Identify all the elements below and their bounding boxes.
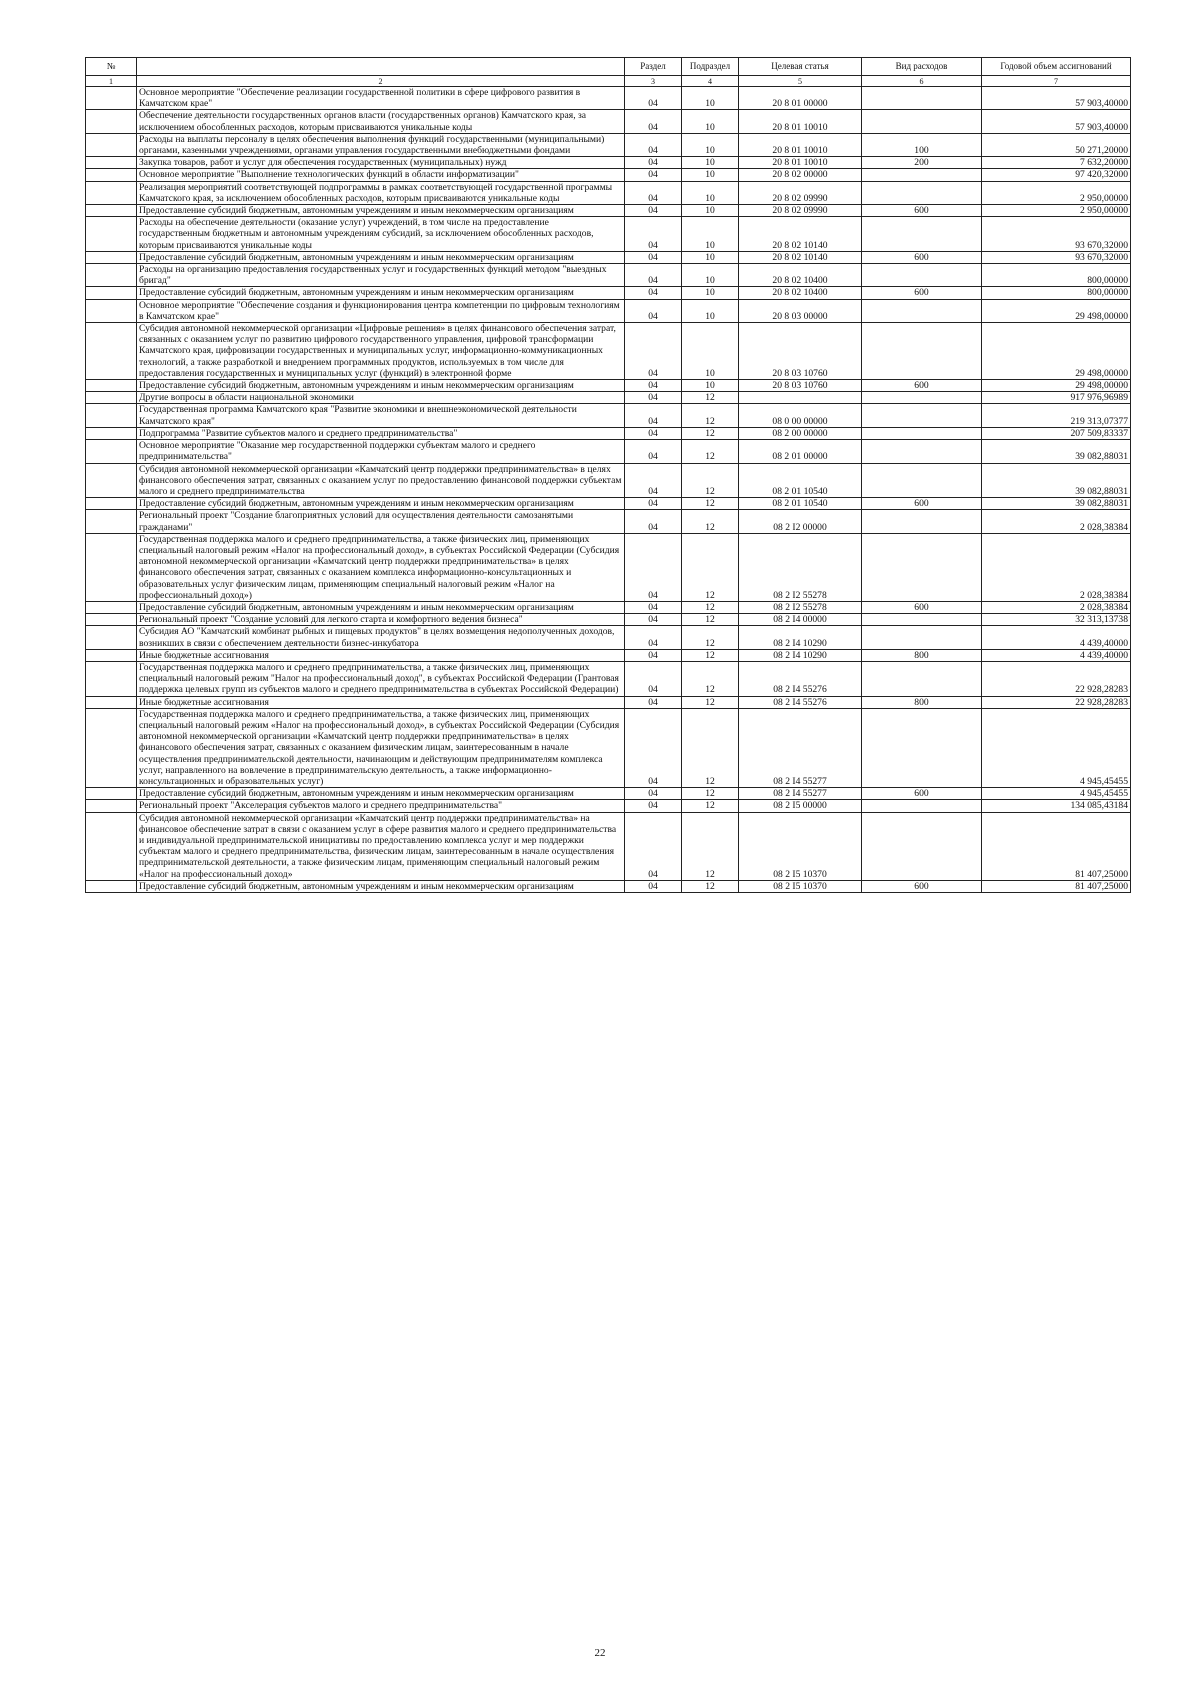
row-expense-type: 600 xyxy=(862,251,982,263)
row-amount: 93 670,32000 xyxy=(982,251,1131,263)
row-amount: 22 928,28283 xyxy=(982,696,1131,708)
row-subsection: 12 xyxy=(682,427,739,439)
row-number-cell xyxy=(86,287,137,299)
table-row xyxy=(86,87,1131,110)
table-row xyxy=(86,264,1131,287)
row-expense-type: 600 xyxy=(862,880,982,892)
row-section: 04 xyxy=(625,601,682,613)
column-number: 4 xyxy=(682,76,739,87)
row-amount: 22 928,28283 xyxy=(982,661,1131,696)
table-row xyxy=(86,626,1131,649)
row-subsection: 12 xyxy=(682,533,739,601)
row-section: 04 xyxy=(625,380,682,392)
row-name: Государственная поддержка малого и среднего предпринимательства, а также физических лиц, применяющих специальный налоговый режим «Налог на профессиональный доход», в субъектах Российской Федерации (Субсидия автономной некоммерческой организации «Камчатский центр поддержки предпринимательства» в целях финансового обеспечения затрат, связанных с оказанием комплекса информационно-консультационных и образовательных услуг физическим лицам, применяющим специальный налоговый режим «Налог на профессиональный доход») xyxy=(137,533,625,601)
row-number-cell xyxy=(86,626,137,649)
header-expense-type: Вид расходов xyxy=(862,58,982,76)
row-subsection: 12 xyxy=(682,498,739,510)
row-number-cell xyxy=(86,87,137,110)
row-amount: 39 082,88031 xyxy=(982,463,1131,498)
row-target-article: 08 2 I4 10290 xyxy=(739,626,862,649)
row-section: 04 xyxy=(625,812,682,880)
table-row xyxy=(86,217,1131,252)
row-amount: 219 313,07377 xyxy=(982,404,1131,427)
row-subsection: 10 xyxy=(682,157,739,169)
row-number-cell xyxy=(86,264,137,287)
row-section: 04 xyxy=(625,110,682,133)
row-subsection: 12 xyxy=(682,880,739,892)
row-expense-type xyxy=(862,169,982,181)
table-row xyxy=(86,533,1131,601)
table-row xyxy=(86,392,1131,404)
row-expense-type xyxy=(862,626,982,649)
header-row xyxy=(86,58,1131,76)
column-number: 6 xyxy=(862,76,982,87)
row-expense-type: 600 xyxy=(862,205,982,217)
row-target-article: 20 8 01 10010 xyxy=(739,157,862,169)
row-section: 04 xyxy=(625,649,682,661)
row-name: Региональный проект "Акселерация субъектов малого и среднего предпринимательства" xyxy=(137,800,625,812)
table-row xyxy=(86,614,1131,626)
row-amount: 93 670,32000 xyxy=(982,217,1131,252)
row-subsection: 10 xyxy=(682,299,739,322)
row-target-article: 08 2 I4 10290 xyxy=(739,649,862,661)
row-expense-type: 600 xyxy=(862,287,982,299)
row-section: 04 xyxy=(625,157,682,169)
row-target-article: 08 2 I4 55276 xyxy=(739,661,862,696)
row-target-article: 08 2 I4 55277 xyxy=(739,708,862,787)
row-expense-type xyxy=(862,217,982,252)
column-number: 7 xyxy=(982,76,1131,87)
row-target-article: 08 2 I5 10370 xyxy=(739,880,862,892)
row-subsection: 12 xyxy=(682,708,739,787)
row-subsection: 12 xyxy=(682,601,739,613)
table-row xyxy=(86,708,1131,787)
row-name: Расходы на выплаты персоналу в целях обеспечения выполнения функций государственными (муниципальными) органами, казенными учреждениями, органами управления государственными внебюджетными фондами xyxy=(137,133,625,156)
row-number-cell xyxy=(86,299,137,322)
row-subsection: 12 xyxy=(682,696,739,708)
row-section: 04 xyxy=(625,217,682,252)
row-section: 04 xyxy=(625,87,682,110)
row-number-cell xyxy=(86,812,137,880)
row-number-cell xyxy=(86,380,137,392)
row-subsection: 10 xyxy=(682,323,739,380)
row-section: 04 xyxy=(625,287,682,299)
table-row xyxy=(86,205,1131,217)
row-subsection: 12 xyxy=(682,649,739,661)
row-number-cell xyxy=(86,649,137,661)
row-expense-type: 800 xyxy=(862,649,982,661)
row-target-article: 08 2 01 10540 xyxy=(739,463,862,498)
row-target-article: 08 2 00 00000 xyxy=(739,427,862,439)
row-amount: 4 945,45455 xyxy=(982,708,1131,787)
row-number-cell xyxy=(86,323,137,380)
column-number-row xyxy=(86,76,1131,87)
row-section: 04 xyxy=(625,614,682,626)
table-row xyxy=(86,181,1131,204)
row-target-article: 08 2 I5 00000 xyxy=(739,800,862,812)
row-target-article: 08 2 01 10540 xyxy=(739,498,862,510)
row-name: Обеспечение деятельности государственных органов власти (государственных органов) Камчатского края, за исключением обособленных расходов, которым присваиваются уникальные коды xyxy=(137,110,625,133)
row-number-cell xyxy=(86,427,137,439)
table-row xyxy=(86,601,1131,613)
header-no: № xyxy=(86,58,137,76)
row-name: Закупка товаров, работ и услуг для обеспечения государственных (муниципальных) нужд xyxy=(137,157,625,169)
row-amount: 39 082,88031 xyxy=(982,440,1131,463)
header-section: Раздел xyxy=(625,58,682,76)
row-number-cell xyxy=(86,533,137,601)
row-target-article: 08 2 I2 00000 xyxy=(739,510,862,533)
row-name: Иные бюджетные ассигнования xyxy=(137,649,625,661)
row-target-article: 20 8 02 09990 xyxy=(739,181,862,204)
row-amount: 57 903,40000 xyxy=(982,110,1131,133)
row-number-cell xyxy=(86,614,137,626)
row-number-cell xyxy=(86,880,137,892)
row-number-cell xyxy=(86,169,137,181)
row-target-article: 08 0 00 00000 xyxy=(739,404,862,427)
table-row xyxy=(86,323,1131,380)
row-expense-type xyxy=(862,392,982,404)
row-expense-type xyxy=(862,510,982,533)
row-expense-type: 600 xyxy=(862,601,982,613)
table-row xyxy=(86,880,1131,892)
row-target-article xyxy=(739,392,862,404)
row-expense-type: 800 xyxy=(862,696,982,708)
row-section: 04 xyxy=(625,533,682,601)
row-amount: 29 498,00000 xyxy=(982,323,1131,380)
row-expense-type xyxy=(862,533,982,601)
row-amount: 134 085,43184 xyxy=(982,800,1131,812)
row-name: Другие вопросы в области национальной экономики xyxy=(137,392,625,404)
table-row xyxy=(86,661,1131,696)
table-row xyxy=(86,510,1131,533)
row-expense-type xyxy=(862,404,982,427)
row-name: Реализация мероприятий соответствующей подпрограммы в рамках соответствующей государственной программы Камчатского края, за исключением обособленных расходов, которым присваиваются уникальные коды xyxy=(137,181,625,204)
row-subsection: 10 xyxy=(682,251,739,263)
row-amount: 81 407,25000 xyxy=(982,880,1131,892)
row-section: 04 xyxy=(625,264,682,287)
row-target-article: 20 8 01 00000 xyxy=(739,87,862,110)
row-number-cell xyxy=(86,181,137,204)
row-target-article: 08 2 I4 55277 xyxy=(739,788,862,800)
row-expense-type xyxy=(862,323,982,380)
row-subsection: 12 xyxy=(682,788,739,800)
row-expense-type xyxy=(862,427,982,439)
header-name xyxy=(137,58,625,76)
row-target-article: 08 2 I2 55278 xyxy=(739,533,862,601)
row-amount: 2 950,00000 xyxy=(982,205,1131,217)
header-subsection: Подраздел xyxy=(682,58,739,76)
budget-table xyxy=(85,57,1131,893)
row-name: Основное мероприятие "Выполнение технологических функций в области информатизации" xyxy=(137,169,625,181)
row-expense-type xyxy=(862,661,982,696)
row-target-article: 08 2 01 00000 xyxy=(739,440,862,463)
header-target: Целевая статья xyxy=(739,58,862,76)
row-section: 04 xyxy=(625,708,682,787)
row-section: 04 xyxy=(625,299,682,322)
row-amount: 800,00000 xyxy=(982,264,1131,287)
table-row xyxy=(86,800,1131,812)
row-number-cell xyxy=(86,392,137,404)
row-amount: 207 509,83337 xyxy=(982,427,1131,439)
row-name: Подпрограмма "Развитие субъектов малого и среднего предпринимательства" xyxy=(137,427,625,439)
row-subsection: 10 xyxy=(682,264,739,287)
row-name: Основное мероприятие "Обеспечение реализации государственной политики в сфере цифрового развития в Камчатском крае" xyxy=(137,87,625,110)
row-section: 04 xyxy=(625,205,682,217)
row-number-cell xyxy=(86,110,137,133)
row-section: 04 xyxy=(625,696,682,708)
row-section: 04 xyxy=(625,498,682,510)
row-amount: 29 498,00000 xyxy=(982,299,1131,322)
row-number-cell xyxy=(86,601,137,613)
row-number-cell xyxy=(86,157,137,169)
row-expense-type: 100 xyxy=(862,133,982,156)
row-expense-type xyxy=(862,440,982,463)
row-section: 04 xyxy=(625,800,682,812)
row-expense-type xyxy=(862,708,982,787)
row-subsection: 12 xyxy=(682,404,739,427)
row-section: 04 xyxy=(625,169,682,181)
row-number-cell xyxy=(86,498,137,510)
row-number-cell xyxy=(86,205,137,217)
row-name: Субсидия автономной некоммерческой организации «Камчатский центр поддержки предпринимательства» на финансовое обеспечение затрат в связи с оказанием услуг в сфере развития малого и среднего предпринимательства и индивидуальной предпринимательской инициативы по предоставлению комплекса услуг и мер поддержки субъектам малого и среднего предпринимательства, физическим лицам, заинтересованным в начале осуществления предпринимательской деятельности, а также физическим лицам, применяющим специальный налоговый режим «Налог на профессиональный доход» xyxy=(137,812,625,880)
table-row xyxy=(86,498,1131,510)
row-target-article: 08 2 I4 55276 xyxy=(739,696,862,708)
table-row xyxy=(86,404,1131,427)
table-row xyxy=(86,440,1131,463)
row-subsection: 12 xyxy=(682,463,739,498)
row-target-article: 20 8 03 00000 xyxy=(739,299,862,322)
row-subsection: 12 xyxy=(682,626,739,649)
row-number-cell xyxy=(86,217,137,252)
row-amount: 800,00000 xyxy=(982,287,1131,299)
row-expense-type: 600 xyxy=(862,498,982,510)
row-section: 04 xyxy=(625,427,682,439)
table-row xyxy=(86,427,1131,439)
row-name: Региональный проект "Создание благоприятных условий для осуществления деятельности самозанятыми гражданами" xyxy=(137,510,625,533)
row-name: Предоставление субсидий бюджетным, автономным учреждениям и иным некоммерческим организациям xyxy=(137,251,625,263)
row-target-article: 08 2 I2 55278 xyxy=(739,601,862,613)
row-amount: 32 313,13738 xyxy=(982,614,1131,626)
row-target-article: 20 8 02 10400 xyxy=(739,264,862,287)
row-name: Предоставление субсидий бюджетным, автономным учреждениям и иным некоммерческим организациям xyxy=(137,498,625,510)
row-name: Предоставление субсидий бюджетным, автономным учреждениям и иным некоммерческим организациям xyxy=(137,880,625,892)
row-expense-type xyxy=(862,299,982,322)
row-amount: 2 028,38384 xyxy=(982,510,1131,533)
row-subsection: 10 xyxy=(682,380,739,392)
row-subsection: 12 xyxy=(682,510,739,533)
row-expense-type: 200 xyxy=(862,157,982,169)
row-amount: 50 271,20000 xyxy=(982,133,1131,156)
row-target-article: 20 8 02 10400 xyxy=(739,287,862,299)
row-subsection: 10 xyxy=(682,169,739,181)
row-expense-type xyxy=(862,264,982,287)
row-section: 04 xyxy=(625,626,682,649)
row-amount: 2 028,38384 xyxy=(982,533,1131,601)
row-name: Предоставление субсидий бюджетным, автономным учреждениям и иным некоммерческим организациям xyxy=(137,287,625,299)
table-row xyxy=(86,812,1131,880)
row-section: 04 xyxy=(625,404,682,427)
row-number-cell xyxy=(86,661,137,696)
row-target-article: 20 8 02 10140 xyxy=(739,217,862,252)
row-amount: 4 945,45455 xyxy=(982,788,1131,800)
row-number-cell xyxy=(86,463,137,498)
row-section: 04 xyxy=(625,788,682,800)
row-section: 04 xyxy=(625,392,682,404)
row-target-article: 20 8 02 09990 xyxy=(739,205,862,217)
row-name: Государственная поддержка малого и среднего предпринимательства, а также физических лиц, применяющих специальный налоговый режим «Налог на профессиональный доход», в субъектах Российской Федерации (Субсидия автономной некоммерческой организации «Камчатский центр поддержки предпринимательства» в целях финансового обеспечения затрат, связанных с оказанием физическим лицам, заинтересованным в начале осуществления предпринимательской деятельности, начинающим и действующим предпринимателям комплекса услуг, направленного на вовлечение в предпринимательскую деятельность, а также информационно-консультационных и образовательных услуг) xyxy=(137,708,625,787)
table-row xyxy=(86,251,1131,263)
column-number: 2 xyxy=(137,76,625,87)
row-target-article: 20 8 03 10760 xyxy=(739,380,862,392)
row-expense-type xyxy=(862,614,982,626)
row-section: 04 xyxy=(625,323,682,380)
row-section: 04 xyxy=(625,133,682,156)
row-number-cell xyxy=(86,696,137,708)
row-name: Предоставление субсидий бюджетным, автономным учреждениям и иным некоммерческим организациям xyxy=(137,205,625,217)
row-section: 04 xyxy=(625,251,682,263)
row-name: Государственная поддержка малого и среднего предпринимательства, а также физических лиц, применяющих специальный налоговый режим "Налог на профессиональный доход", в субъектах Российской Федерации (Грантовая поддержка целевых групп из субъектов малого и среднего предпринимательства в субъектах Российской Федерации) xyxy=(137,661,625,696)
row-subsection: 10 xyxy=(682,287,739,299)
row-expense-type xyxy=(862,800,982,812)
row-amount: 4 439,40000 xyxy=(982,626,1131,649)
row-expense-type: 600 xyxy=(862,788,982,800)
row-subsection: 12 xyxy=(682,440,739,463)
row-subsection: 10 xyxy=(682,110,739,133)
row-name: Иные бюджетные ассигнования xyxy=(137,696,625,708)
row-subsection: 10 xyxy=(682,181,739,204)
row-number-cell xyxy=(86,800,137,812)
row-amount: 4 439,40000 xyxy=(982,649,1131,661)
row-amount: 2 028,38384 xyxy=(982,601,1131,613)
row-section: 04 xyxy=(625,181,682,204)
table-row xyxy=(86,157,1131,169)
table-body xyxy=(86,87,1131,893)
row-amount: 917 976,96989 xyxy=(982,392,1131,404)
row-number-cell xyxy=(86,404,137,427)
row-section: 04 xyxy=(625,880,682,892)
row-name: Расходы на организацию предоставления государственных услуг и государственных функций методом "выездных бригад" xyxy=(137,264,625,287)
row-subsection: 10 xyxy=(682,217,739,252)
column-number: 3 xyxy=(625,76,682,87)
row-name: Региональный проект "Создание условий для легкого старта и комфортного ведения бизнеса" xyxy=(137,614,625,626)
row-number-cell xyxy=(86,510,137,533)
row-number-cell xyxy=(86,708,137,787)
row-expense-type xyxy=(862,87,982,110)
table-row xyxy=(86,649,1131,661)
header-volume: Годовой объем ассигнований xyxy=(982,58,1131,76)
row-subsection: 10 xyxy=(682,205,739,217)
table-row xyxy=(86,169,1131,181)
table-row xyxy=(86,133,1131,156)
row-name: Расходы на обеспечение деятельности (оказание услуг) учреждений, в том числе на предоставление государственным бюджетным и автономным учреждениям субсидий, за исключением обособленных расходов, которым присваиваются уникальные коды xyxy=(137,217,625,252)
row-amount: 2 950,00000 xyxy=(982,181,1131,204)
row-amount: 39 082,88031 xyxy=(982,498,1131,510)
row-name: Основное мероприятие "Обеспечение создания и функционирования центра компетенции по цифровым технологиям в Камчатском крае" xyxy=(137,299,625,322)
row-subsection: 12 xyxy=(682,661,739,696)
row-expense-type: 600 xyxy=(862,380,982,392)
row-target-article: 08 2 I4 00000 xyxy=(739,614,862,626)
row-number-cell xyxy=(86,440,137,463)
row-target-article: 20 8 02 00000 xyxy=(739,169,862,181)
row-name: Основное мероприятие "Оказание мер государственной поддержки субъектам малого и среднего предпринимательства" xyxy=(137,440,625,463)
row-amount: 7 632,20000 xyxy=(982,157,1131,169)
table-row xyxy=(86,380,1131,392)
table-row xyxy=(86,299,1131,322)
table-row xyxy=(86,287,1131,299)
row-subsection: 12 xyxy=(682,812,739,880)
row-amount: 97 420,32000 xyxy=(982,169,1131,181)
table-row xyxy=(86,463,1131,498)
row-subsection: 12 xyxy=(682,614,739,626)
row-target-article: 20 8 01 10010 xyxy=(739,110,862,133)
row-name: Предоставление субсидий бюджетным, автономным учреждениям и иным некоммерческим организациям xyxy=(137,601,625,613)
row-name: Субсидия АО "Камчатский комбинат рыбных и пищевых продуктов" в целях возмещения недополученных доходов, возникших в связи с обеспечением деятельности бизнес-инкубатора xyxy=(137,626,625,649)
column-number: 5 xyxy=(739,76,862,87)
row-subsection: 10 xyxy=(682,87,739,110)
row-section: 04 xyxy=(625,440,682,463)
row-name: Государственная программа Камчатского края "Развитие экономики и внешнеэкономической деятельности Камчатского края" xyxy=(137,404,625,427)
table-row xyxy=(86,788,1131,800)
row-number-cell xyxy=(86,133,137,156)
row-section: 04 xyxy=(625,463,682,498)
row-expense-type xyxy=(862,110,982,133)
row-expense-type xyxy=(862,181,982,204)
row-expense-type xyxy=(862,812,982,880)
row-name: Субсидия автономной некоммерческой организации «Цифровые решения» в целях финансового обеспечения затрат, связанных с оказанием услуг по развитию цифрового государственного управления, цифровой трансформации Камчатского края, цифровизации государственных и муниципальных услуг, информационно-коммуникационных технологий, а также разработкой и внедрением программных продуктов, используемых в том числе для предоставления государственных и муниципальных услуг (функций) в электронной форме xyxy=(137,323,625,380)
row-section: 04 xyxy=(625,510,682,533)
row-subsection: 10 xyxy=(682,133,739,156)
row-expense-type xyxy=(862,463,982,498)
row-number-cell xyxy=(86,251,137,263)
row-amount: 57 903,40000 xyxy=(982,87,1131,110)
page-number: 22 xyxy=(594,1647,606,1659)
row-subsection: 12 xyxy=(682,800,739,812)
row-target-article: 20 8 02 10140 xyxy=(739,251,862,263)
row-amount: 29 498,00000 xyxy=(982,380,1131,392)
row-target-article: 20 8 03 10760 xyxy=(739,323,862,380)
table-row xyxy=(86,110,1131,133)
row-subsection: 12 xyxy=(682,392,739,404)
table-row xyxy=(86,696,1131,708)
row-name: Субсидия автономной некоммерческой организации «Камчатский центр поддержки предпринимательства» в целях финансового обеспечения затрат, связанных с оказанием услуг по предоставлению финансовой поддержки субъектам малого и среднего предпринимательства xyxy=(137,463,625,498)
column-number: 1 xyxy=(86,76,137,87)
row-name: Предоставление субсидий бюджетным, автономным учреждениям и иным некоммерческим организациям xyxy=(137,788,625,800)
row-number-cell xyxy=(86,788,137,800)
row-target-article: 08 2 I5 10370 xyxy=(739,812,862,880)
row-name: Предоставление субсидий бюджетным, автономным учреждениям и иным некоммерческим организациям xyxy=(137,380,625,392)
row-target-article: 20 8 01 10010 xyxy=(739,133,862,156)
row-section: 04 xyxy=(625,661,682,696)
row-amount: 81 407,25000 xyxy=(982,812,1131,880)
